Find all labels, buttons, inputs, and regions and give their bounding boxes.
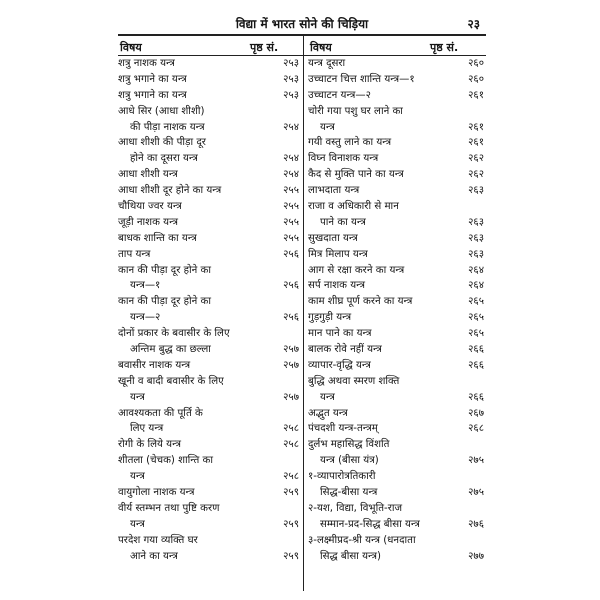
contents-entry bbox=[308, 549, 486, 565]
entry-page-number: २६४ bbox=[468, 280, 484, 292]
contents-entry bbox=[308, 215, 486, 231]
entry-title: गयी वस्तु लाने का यन्त्र bbox=[308, 137, 392, 149]
contents-entry bbox=[118, 501, 301, 517]
entry-title: काम शीघ्र पूर्ण करने का यन्त्र bbox=[308, 296, 413, 308]
entry-page-number: २५५ bbox=[283, 201, 299, 213]
entry-page-number: २५७ bbox=[283, 344, 299, 356]
contents-entry bbox=[308, 437, 486, 453]
contents-entry bbox=[118, 533, 301, 549]
entry-title: उच्चाटन यन्त्र—२ bbox=[308, 89, 371, 101]
entry-page-number: २५४ bbox=[283, 153, 299, 165]
entry-page-number: २५९ bbox=[283, 487, 299, 499]
contents-entry bbox=[308, 231, 486, 247]
column-divider bbox=[303, 35, 304, 591]
entry-title: पंचदशी यन्त्र-तन्त्रम् bbox=[308, 423, 378, 435]
contents-entry bbox=[118, 390, 301, 406]
contents-entry bbox=[308, 120, 486, 136]
entry-title: उच्चाटन चित्त शान्ति यन्त्र—१ bbox=[308, 73, 415, 85]
contents-entry bbox=[308, 421, 486, 437]
running-title: विद्या में भारत सोने की चिड़िया bbox=[235, 17, 369, 31]
entry-title: चौथिया ज्वर यन्त्र bbox=[118, 201, 182, 213]
entry-page-number: २६५ bbox=[468, 328, 484, 340]
left-column bbox=[118, 56, 301, 565]
contents-entry bbox=[308, 390, 486, 406]
entry-title: होने का दूसरा यन्त्र bbox=[130, 153, 198, 165]
contents-entry bbox=[118, 247, 301, 263]
contents-entry bbox=[308, 485, 486, 501]
contents-entry bbox=[118, 453, 301, 469]
contents-entry bbox=[308, 88, 486, 104]
entry-title: २-यश, विद्या, विभूति-राज bbox=[308, 502, 403, 514]
entry-title: यन्त्र—२ bbox=[130, 312, 161, 324]
entry-title: कैद से मुक्ति पाने का यन्त्र bbox=[308, 169, 404, 181]
entry-title: आने का यन्त्र bbox=[130, 550, 178, 562]
right-column bbox=[308, 56, 486, 565]
entry-page-number: २७७ bbox=[468, 550, 484, 562]
entry-page-number: २७६ bbox=[468, 518, 484, 530]
contents-entry bbox=[308, 310, 486, 326]
entry-title: यन्त्र—१ bbox=[130, 280, 161, 292]
page-header bbox=[118, 12, 486, 36]
entry-page-number: २५९ bbox=[283, 518, 299, 530]
entry-title: परदेश गया व्यक्ति घर bbox=[118, 534, 198, 546]
entry-page-number: २५६ bbox=[283, 280, 299, 292]
entry-title: वायुगोला नाशक यन्त्र bbox=[118, 487, 195, 499]
entry-title: यन्त्र bbox=[320, 121, 335, 133]
entry-page-number: २६६ bbox=[468, 344, 484, 356]
entry-page-number: २५६ bbox=[283, 312, 299, 324]
entry-title: गुड़गुड़ी यन्त्र bbox=[308, 312, 352, 324]
contents-entry bbox=[308, 517, 486, 533]
contents-entry bbox=[118, 120, 301, 136]
page-number: २३ bbox=[467, 17, 480, 31]
entry-title: विघ्न विनाशक यन्त्र bbox=[308, 153, 379, 165]
entry-title: शत्रु भगाने का यन्त्र bbox=[118, 89, 187, 101]
entry-page-number: २५८ bbox=[283, 423, 299, 435]
entry-page-number: २५३ bbox=[283, 89, 299, 101]
entry-title: शत्रु भगाने का यन्त्र bbox=[118, 73, 187, 85]
contents-entry bbox=[308, 358, 486, 374]
entry-title: सुखदाता यन्त्र bbox=[308, 232, 358, 244]
entry-page-number: २६२ bbox=[468, 153, 484, 165]
entry-page-number: २५३ bbox=[283, 73, 299, 85]
entry-title: आग से रक्षा करने का यन्त्र bbox=[308, 264, 405, 276]
entry-title: राजा व अधिकारी से मान bbox=[308, 201, 399, 213]
entry-title: वीर्य स्तम्भन तथा पुष्टि करण bbox=[118, 502, 220, 514]
entry-page-number: २५३ bbox=[283, 58, 299, 69]
right-subject-header: विषय bbox=[310, 41, 332, 54]
entry-page-number: २६५ bbox=[468, 312, 484, 324]
contents-entry bbox=[308, 135, 486, 151]
contents-entry bbox=[118, 469, 301, 485]
contents-entry bbox=[118, 167, 301, 183]
contents-entry bbox=[308, 406, 486, 422]
contents-entry bbox=[308, 199, 486, 215]
entry-title: ३-लक्ष्मीप्रद-श्री यन्त्र (धनदाता bbox=[308, 534, 416, 546]
entry-title: बवासीर नाशक यन्त्र bbox=[118, 359, 191, 371]
contents-entry bbox=[308, 167, 486, 183]
entry-title: चोरी गया पशु घर लाने का bbox=[308, 105, 403, 117]
entry-page-number: २६६ bbox=[468, 359, 484, 371]
entry-title: आधा शीशी दूर होने का यन्त्र bbox=[118, 185, 222, 197]
contents-entry bbox=[118, 135, 301, 151]
entry-title: खूनी व बादी बवासीर के लिए bbox=[118, 375, 224, 387]
contents-entry bbox=[118, 199, 301, 215]
entry-page-number: २६३ bbox=[468, 248, 484, 260]
contents-entry bbox=[118, 263, 301, 279]
entry-page-number: २५५ bbox=[283, 216, 299, 228]
entry-page-number: २५५ bbox=[283, 185, 299, 197]
entry-title: यन्त्र दूसरा bbox=[308, 58, 346, 69]
entry-title: कान की पीड़ा दूर होने का bbox=[118, 264, 212, 276]
entry-title: व्यापार-वृद्धि यन्त्र bbox=[308, 359, 371, 371]
entry-page-number: २५८ bbox=[283, 439, 299, 451]
entry-page-number: २५६ bbox=[283, 248, 299, 260]
entry-page-number: २६० bbox=[468, 58, 484, 69]
entry-title: ताप यन्त्र bbox=[118, 248, 151, 260]
entry-title: आधा शीशी की पीड़ा दूर bbox=[118, 137, 206, 149]
contents-entry bbox=[118, 278, 301, 294]
entry-title: बाधक शान्ति का यन्त्र bbox=[118, 232, 197, 244]
entry-page-number: २५८ bbox=[283, 471, 299, 483]
entry-page-number: २६३ bbox=[468, 185, 484, 197]
contents-entry bbox=[118, 151, 301, 167]
entry-page-number: २७५ bbox=[468, 487, 484, 499]
entry-title: यन्त्र bbox=[320, 391, 335, 403]
contents-entry bbox=[308, 533, 486, 549]
entry-title: सिद्ध बीसा यन्त्र) bbox=[320, 550, 381, 562]
entry-page-number: २६४ bbox=[468, 264, 484, 276]
entry-title: दोनों प्रकार के बवासीर के लिए bbox=[118, 328, 230, 340]
entry-title: दुर्लभ महासिद्ध विंशति bbox=[308, 439, 390, 451]
contents-entry bbox=[118, 342, 301, 358]
entry-title: १-व्यापारोत्रतिकारी bbox=[308, 471, 376, 483]
entry-page-number: २७५ bbox=[468, 455, 484, 467]
entry-title: यन्त्र bbox=[130, 391, 145, 403]
contents-entry bbox=[118, 358, 301, 374]
contents-entry bbox=[308, 342, 486, 358]
contents-entry bbox=[118, 421, 301, 437]
entry-page-number: २६१ bbox=[468, 137, 484, 149]
contents-entry bbox=[308, 72, 486, 88]
entry-page-number: २५४ bbox=[283, 169, 299, 181]
contents-entry bbox=[118, 72, 301, 88]
entry-title: मित्र मिलाप यन्त्र bbox=[308, 248, 368, 260]
entry-title: शत्रु नाशक यन्त्र bbox=[118, 58, 175, 69]
contents-entry bbox=[308, 278, 486, 294]
entry-page-number: २६२ bbox=[468, 169, 484, 181]
entry-title: सिद्ध-बीसा यन्त्र bbox=[320, 487, 378, 499]
contents-entry bbox=[308, 453, 486, 469]
entry-title: की पीड़ा नाशक यन्त्र bbox=[130, 121, 205, 133]
contents-entry bbox=[118, 437, 301, 453]
entry-page-number: २५४ bbox=[283, 121, 299, 133]
contents-entry bbox=[118, 549, 301, 565]
contents-entry bbox=[308, 151, 486, 167]
entry-title: यन्त्र bbox=[130, 518, 145, 530]
contents-entry bbox=[118, 517, 301, 533]
entry-title: अन्तिम बुद्ध का छल्ला bbox=[130, 344, 211, 356]
entry-title: मान पाने का यन्त्र bbox=[308, 328, 372, 340]
contents-entry bbox=[118, 56, 301, 72]
book-page bbox=[118, 12, 486, 590]
entry-title: आधे सिर (आधा शीशी) bbox=[118, 105, 205, 117]
entry-title: जूड़ी नाशक यन्त्र bbox=[118, 216, 179, 228]
contents-entry bbox=[118, 485, 301, 501]
entry-title: बालक रोवे नहीं यन्त्र bbox=[308, 344, 382, 356]
contents-entry bbox=[118, 88, 301, 104]
contents-entry bbox=[308, 263, 486, 279]
contents-entry bbox=[308, 104, 486, 120]
entry-title: कान की पीड़ा दूर होने का bbox=[118, 296, 212, 308]
contents-entry bbox=[308, 469, 486, 485]
contents-entry bbox=[118, 231, 301, 247]
entry-title: यन्त्र (बीसा यंत्र) bbox=[320, 455, 379, 467]
entry-title: सर्प नाशक यन्त्र bbox=[308, 280, 366, 292]
entry-title: अद्भुत यन्त्र bbox=[308, 407, 348, 419]
contents-entry bbox=[308, 326, 486, 342]
entry-page-number: २५५ bbox=[283, 232, 299, 244]
entry-title: शीतला (चेचक) शान्ति का bbox=[118, 455, 213, 467]
left-subject-header: विषय bbox=[120, 41, 142, 54]
contents-entry bbox=[118, 294, 301, 310]
left-page-header: पृष्ठ सं. bbox=[250, 41, 279, 54]
entry-page-number: २६६ bbox=[468, 391, 484, 403]
contents-entry bbox=[118, 215, 301, 231]
entry-page-number: २६३ bbox=[468, 232, 484, 244]
contents-entry bbox=[308, 56, 486, 72]
entry-page-number: २६१ bbox=[468, 89, 484, 101]
entry-page-number: २६१ bbox=[468, 121, 484, 133]
entry-page-number: २६७ bbox=[468, 407, 484, 419]
contents-entry bbox=[118, 183, 301, 199]
entry-page-number: २६० bbox=[468, 73, 484, 85]
entry-title: बुद्धि अथवा स्मरण शक्ति bbox=[308, 375, 400, 387]
contents-entry bbox=[308, 183, 486, 199]
contents-entry bbox=[308, 374, 486, 390]
entry-title: लिए यन्त्र bbox=[130, 423, 164, 435]
entry-page-number: २६३ bbox=[468, 216, 484, 228]
contents-entry bbox=[308, 294, 486, 310]
entry-title: लाभदाता यन्त्र bbox=[308, 185, 360, 197]
contents-entry bbox=[308, 247, 486, 263]
entry-title: आधा शीशी यन्त्र bbox=[118, 169, 178, 181]
contents-entry bbox=[308, 501, 486, 517]
entry-page-number: २६५ bbox=[468, 296, 484, 308]
entry-title: आवश्यकता की पूर्ति के bbox=[118, 407, 203, 419]
entry-title: पाने का यन्त्र bbox=[320, 216, 366, 228]
contents-entry bbox=[118, 310, 301, 326]
contents-entry bbox=[118, 406, 301, 422]
entry-title: रोगी के लिये यन्त्र bbox=[118, 439, 182, 451]
right-page-header: पृष्ठ सं. bbox=[430, 41, 459, 54]
column-headers bbox=[118, 36, 486, 56]
entry-title: यन्त्र bbox=[130, 471, 145, 483]
entry-page-number: २५७ bbox=[283, 391, 299, 403]
entry-page-number: २५७ bbox=[283, 359, 299, 371]
contents-entry bbox=[118, 326, 301, 342]
entry-page-number: २६८ bbox=[468, 423, 484, 435]
contents-table bbox=[118, 56, 486, 591]
entry-title: सम्मान-प्रद-सिद्ध बीसा यन्त्र bbox=[320, 518, 420, 530]
contents-entry bbox=[118, 104, 301, 120]
entry-page-number: २५९ bbox=[283, 550, 299, 562]
contents-entry bbox=[118, 374, 301, 390]
